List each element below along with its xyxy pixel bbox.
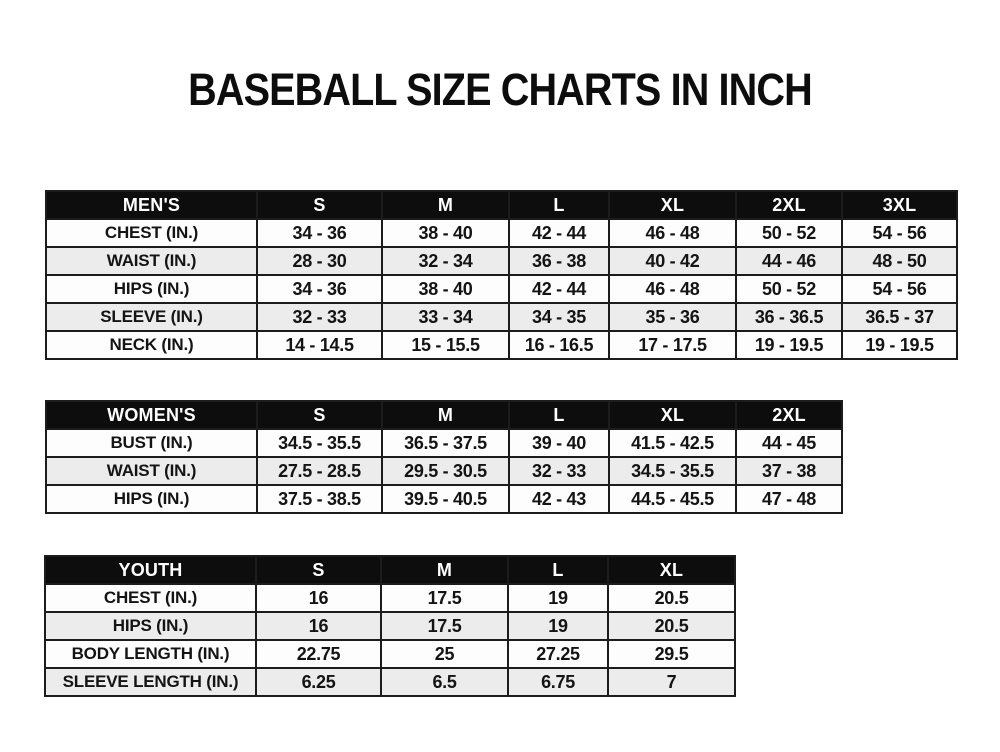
cell-value: 16 - 16.5 bbox=[509, 331, 609, 359]
table-row bbox=[45, 640, 735, 668]
table-row bbox=[45, 668, 735, 696]
row-label: WAIST (IN.) bbox=[46, 247, 257, 275]
cell-value: 32 - 34 bbox=[382, 247, 509, 275]
cell-value: 39 - 40 bbox=[509, 429, 609, 457]
youth-table-title: YOUTH bbox=[45, 556, 256, 584]
cell-value: 25 bbox=[381, 640, 508, 668]
mens-size-col-3xl: 3XL bbox=[842, 191, 957, 219]
row-label: CHEST (IN.) bbox=[45, 584, 256, 612]
cell-value: 46 - 48 bbox=[609, 275, 736, 303]
cell-value: 38 - 40 bbox=[382, 275, 509, 303]
cell-value: 16 bbox=[256, 612, 381, 640]
cell-value: 16 bbox=[256, 584, 381, 612]
table-row bbox=[46, 303, 957, 331]
table-row bbox=[46, 485, 842, 513]
cell-value: 27.5 - 28.5 bbox=[257, 457, 382, 485]
cell-value: 34.5 - 35.5 bbox=[257, 429, 382, 457]
cell-value: 46 - 48 bbox=[609, 219, 736, 247]
row-label: WAIST (IN.) bbox=[46, 457, 257, 485]
mens-table-title: MEN'S bbox=[46, 191, 257, 219]
cell-value: 54 - 56 bbox=[842, 275, 957, 303]
cell-value: 19 - 19.5 bbox=[842, 331, 957, 359]
cell-value: 48 - 50 bbox=[842, 247, 957, 275]
cell-value: 17 - 17.5 bbox=[609, 331, 736, 359]
cell-value: 19 bbox=[508, 584, 608, 612]
cell-value: 20.5 bbox=[608, 584, 735, 612]
womens-size-col-m: M bbox=[382, 401, 509, 429]
youth-header-row bbox=[45, 556, 735, 584]
cell-value: 7 bbox=[608, 668, 735, 696]
cell-value: 37.5 - 38.5 bbox=[257, 485, 382, 513]
cell-value: 40 - 42 bbox=[609, 247, 736, 275]
cell-value: 44.5 - 45.5 bbox=[609, 485, 736, 513]
row-label: SLEEVE LENGTH (IN.) bbox=[45, 668, 256, 696]
row-label: HIPS (IN.) bbox=[45, 612, 256, 640]
table-row bbox=[46, 429, 842, 457]
cell-value: 14 - 14.5 bbox=[257, 331, 382, 359]
cell-value: 54 - 56 bbox=[842, 219, 957, 247]
youth-size-col-m: M bbox=[381, 556, 508, 584]
cell-value: 39.5 - 40.5 bbox=[382, 485, 509, 513]
youth-size-col-s: S bbox=[256, 556, 381, 584]
youth-size-col-l: L bbox=[508, 556, 608, 584]
cell-value: 36.5 - 37.5 bbox=[382, 429, 509, 457]
cell-value: 32 - 33 bbox=[257, 303, 382, 331]
cell-value: 41.5 - 42.5 bbox=[609, 429, 736, 457]
row-label: BUST (IN.) bbox=[46, 429, 257, 457]
mens-size-col-m: M bbox=[382, 191, 509, 219]
cell-value: 38 - 40 bbox=[382, 219, 509, 247]
page-title: BASEBALL SIZE CHARTS IN INCH bbox=[188, 64, 812, 115]
cell-value: 28 - 30 bbox=[257, 247, 382, 275]
cell-value: 19 bbox=[508, 612, 608, 640]
cell-value: 6.25 bbox=[256, 668, 381, 696]
cell-value: 34 - 35 bbox=[509, 303, 609, 331]
cell-value: 37 - 38 bbox=[736, 457, 842, 485]
cell-value: 44 - 46 bbox=[736, 247, 842, 275]
cell-value: 42 - 43 bbox=[509, 485, 609, 513]
womens-size-col-2xl: 2XL bbox=[736, 401, 842, 429]
womens-header-row bbox=[46, 401, 842, 429]
cell-value: 17.5 bbox=[381, 584, 508, 612]
cell-value: 29.5 - 30.5 bbox=[382, 457, 509, 485]
cell-value: 50 - 52 bbox=[736, 219, 842, 247]
cell-value: 44 - 45 bbox=[736, 429, 842, 457]
womens-size-table bbox=[45, 400, 843, 514]
table-row bbox=[46, 247, 957, 275]
cell-value: 33 - 34 bbox=[382, 303, 509, 331]
cell-value: 20.5 bbox=[608, 612, 735, 640]
cell-value: 42 - 44 bbox=[509, 219, 609, 247]
cell-value: 34 - 36 bbox=[257, 275, 382, 303]
cell-value: 29.5 bbox=[608, 640, 735, 668]
cell-value: 15 - 15.5 bbox=[382, 331, 509, 359]
womens-table-title: WOMEN'S bbox=[46, 401, 257, 429]
table-row bbox=[45, 612, 735, 640]
cell-value: 19 - 19.5 bbox=[736, 331, 842, 359]
cell-value: 27.25 bbox=[508, 640, 608, 668]
row-label: NECK (IN.) bbox=[46, 331, 257, 359]
row-label: CHEST (IN.) bbox=[46, 219, 257, 247]
table-row bbox=[45, 584, 735, 612]
mens-size-table bbox=[45, 190, 958, 360]
cell-value: 34.5 - 35.5 bbox=[609, 457, 736, 485]
cell-value: 17.5 bbox=[381, 612, 508, 640]
cell-value: 36 - 38 bbox=[509, 247, 609, 275]
mens-size-col-2xl: 2XL bbox=[736, 191, 842, 219]
womens-size-col-s: S bbox=[257, 401, 382, 429]
cell-value: 47 - 48 bbox=[736, 485, 842, 513]
mens-size-col-xl: XL bbox=[609, 191, 736, 219]
cell-value: 32 - 33 bbox=[509, 457, 609, 485]
youth-size-col-xl: XL bbox=[608, 556, 735, 584]
row-label: HIPS (IN.) bbox=[46, 275, 257, 303]
womens-size-col-l: L bbox=[509, 401, 609, 429]
cell-value: 6.75 bbox=[508, 668, 608, 696]
cell-value: 36.5 - 37 bbox=[842, 303, 957, 331]
cell-value: 6.5 bbox=[381, 668, 508, 696]
cell-value: 34 - 36 bbox=[257, 219, 382, 247]
table-row bbox=[46, 331, 957, 359]
table-row bbox=[46, 275, 957, 303]
cell-value: 36 - 36.5 bbox=[736, 303, 842, 331]
row-label: BODY LENGTH (IN.) bbox=[45, 640, 256, 668]
mens-size-col-l: L bbox=[509, 191, 609, 219]
mens-header-row bbox=[46, 191, 957, 219]
cell-value: 50 - 52 bbox=[736, 275, 842, 303]
row-label: SLEEVE (IN.) bbox=[46, 303, 257, 331]
mens-size-col-s: S bbox=[257, 191, 382, 219]
cell-value: 42 - 44 bbox=[509, 275, 609, 303]
cell-value: 35 - 36 bbox=[609, 303, 736, 331]
row-label: HIPS (IN.) bbox=[46, 485, 257, 513]
cell-value: 22.75 bbox=[256, 640, 381, 668]
table-row bbox=[46, 457, 842, 485]
youth-size-table bbox=[44, 555, 736, 697]
womens-size-col-xl: XL bbox=[609, 401, 736, 429]
table-row bbox=[46, 219, 957, 247]
